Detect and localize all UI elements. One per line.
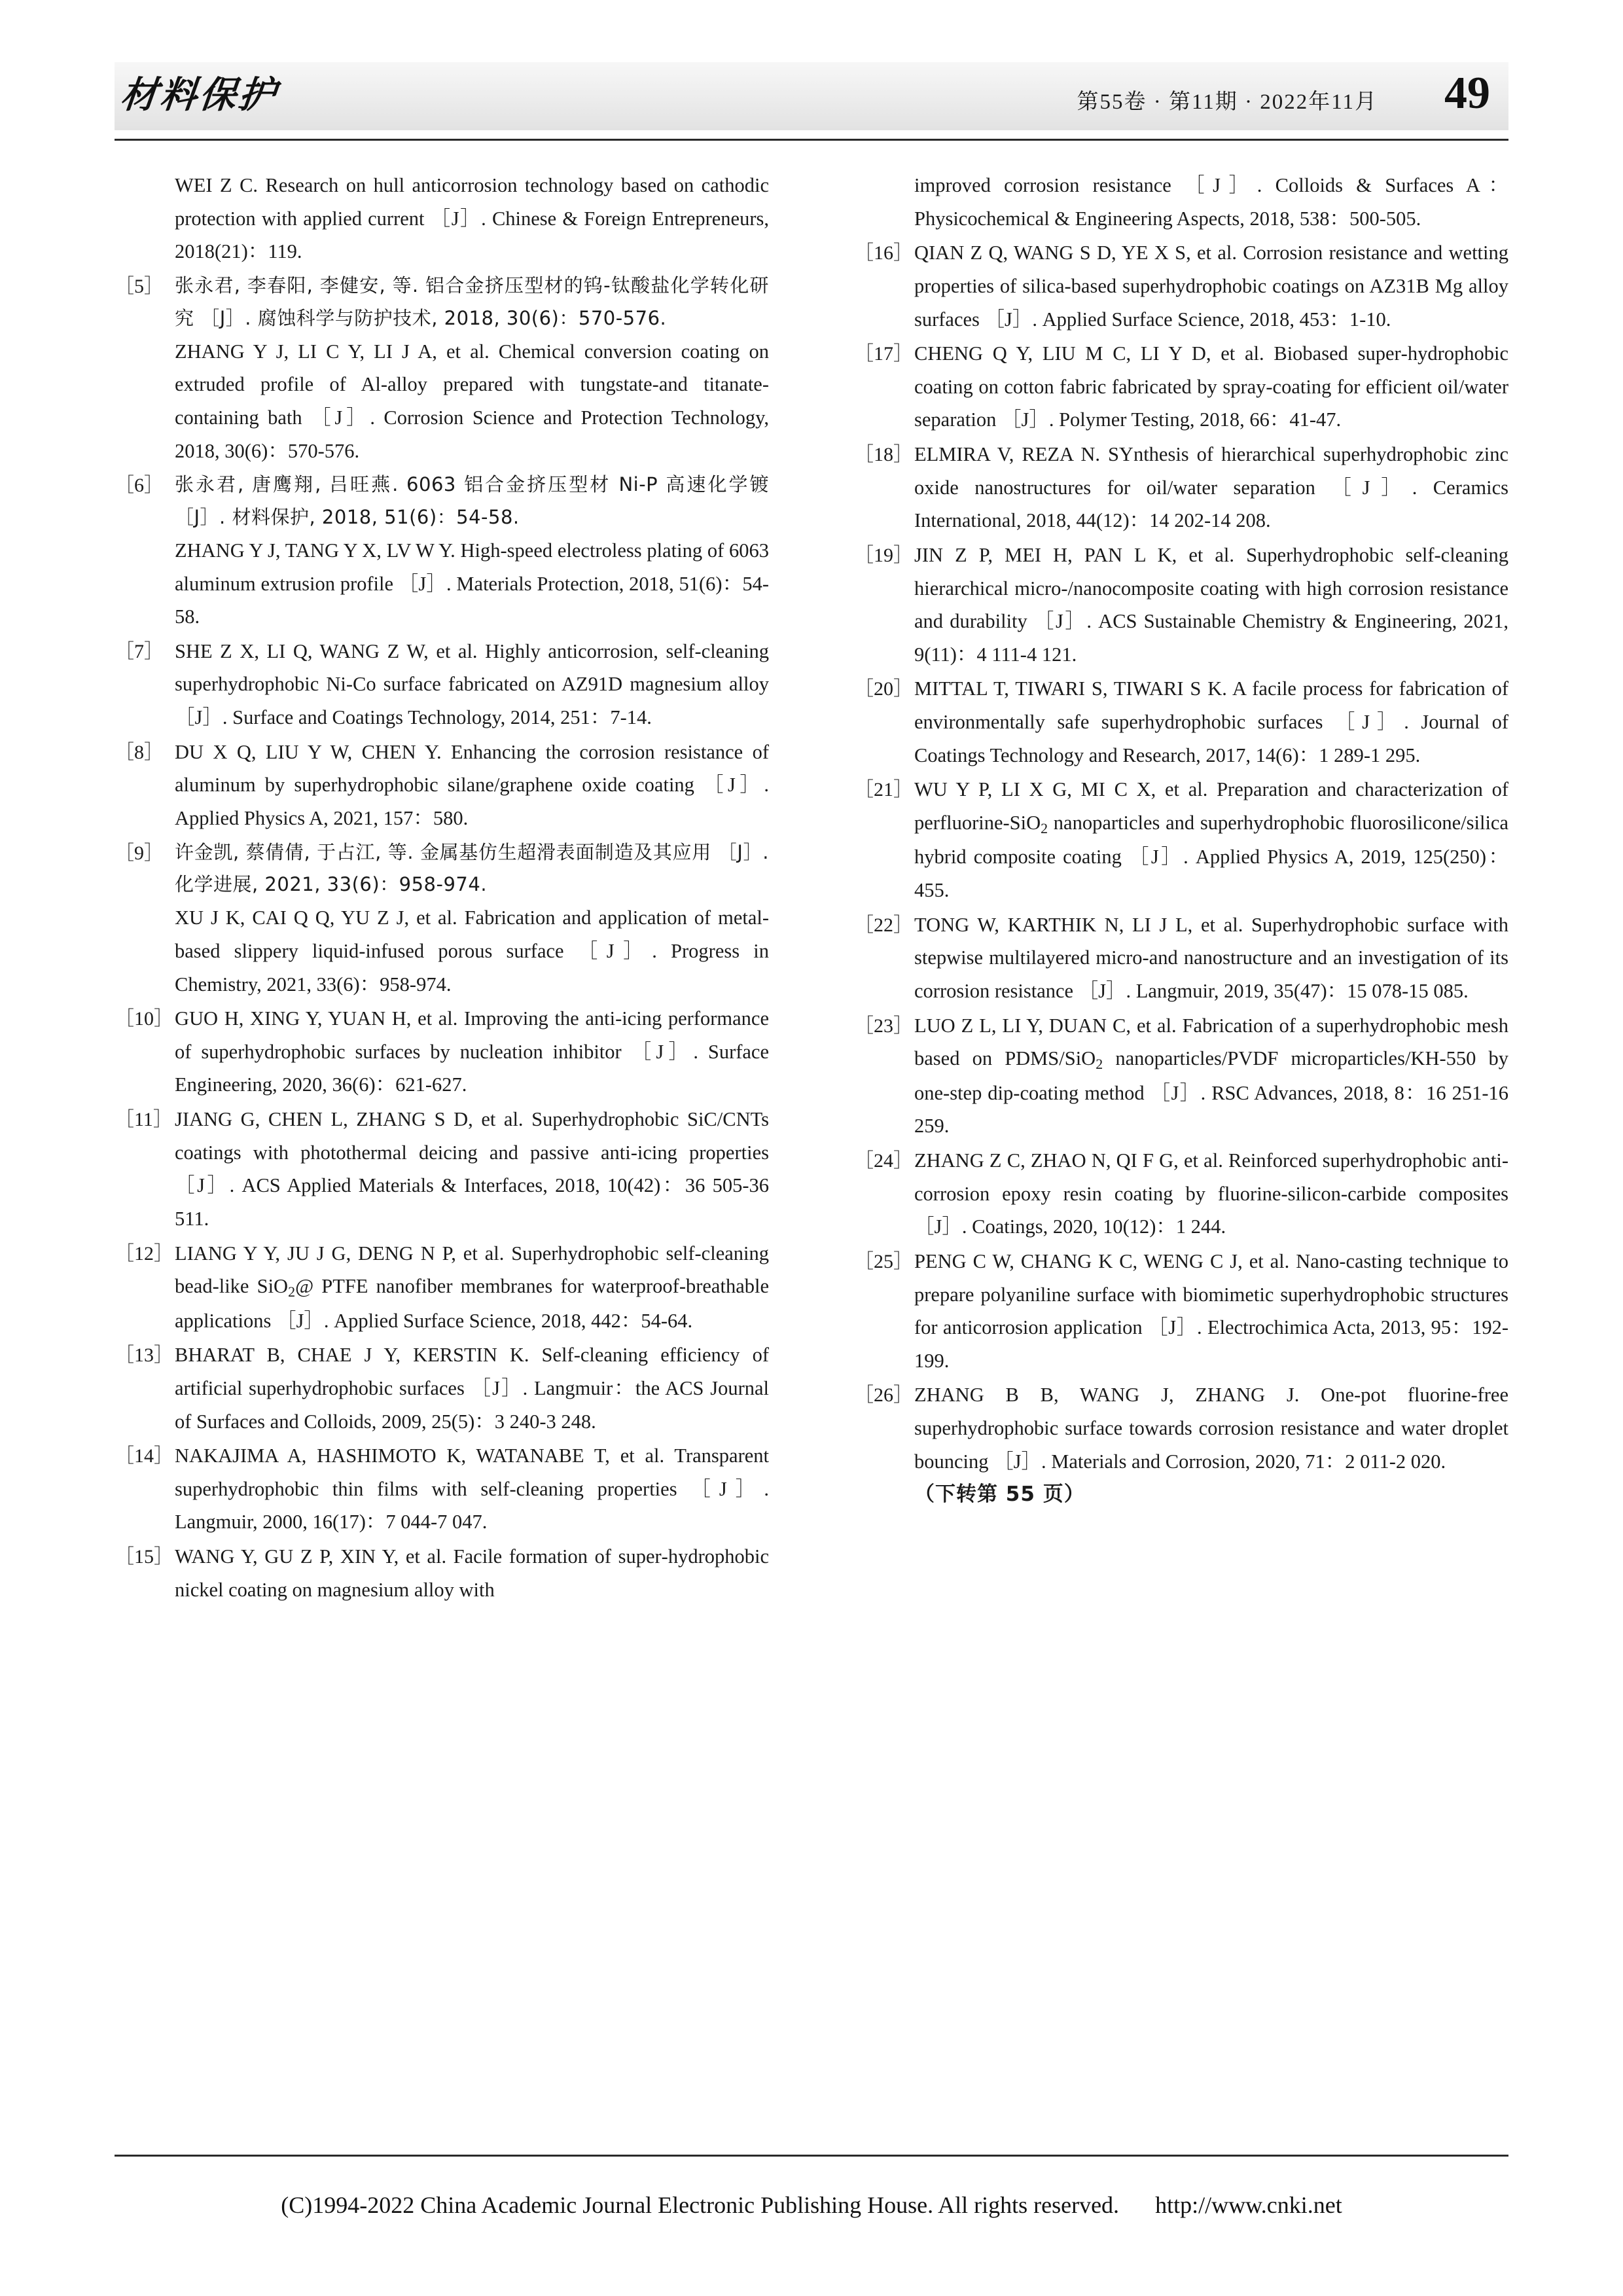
reference-text (914, 236, 1508, 336)
reference-number: ［18］ (854, 444, 913, 465)
reference-text (914, 337, 1508, 437)
reference-item (115, 1338, 769, 1438)
reference-line: PENG C W, CHANG K C, WENG C J, et al. Nano‐casting technique to prepare polyaniline surface with biomimetic superhydrophobic structures for anticorrosion application ［J］. Electrochimica Acta, 2013, 95：192‐199. (914, 1249, 1508, 1372)
reference-text (914, 438, 1508, 537)
reference-number: ［14］ (115, 1445, 173, 1467)
right-column (854, 169, 1508, 1607)
reference-text (914, 773, 1508, 906)
reference-text (175, 736, 769, 835)
reference-text (175, 1540, 769, 1606)
reference-line: TONG W, KARTHIK N, LI J L, et al. Superhydrophobic surface with stepwise multilayered micro‐and nanostructure and an investigation of its corrosion resistance ［J］. Langmuir, 2019, 35(47)：15 078‐15 085. (914, 913, 1508, 1002)
reference-line: ZHANG Y J, LI C Y, LI J A, et al. Chemical conversion coating on extruded profile of Al‐alloy prepared with tungstate‐and titanate‐containing bath ［J］. Corrosion Science and Protection Technology, 2018, 30(6)：570‐576. (175, 340, 769, 462)
reference-number: ［16］ (854, 242, 913, 264)
reference-line: XU J K, CAI Q Q, YU Z J, et al. Fabrication and application of metal‐based slippery liquid‐infused porous surface ［J］. Progress in Chemistry, 2021, 33(6)：958‐974. (175, 906, 769, 996)
reference-number (854, 169, 914, 235)
reference-item (115, 1439, 769, 1539)
reference-number (115, 169, 175, 268)
reference-text (175, 1103, 769, 1236)
reference-item (115, 1103, 769, 1236)
reference-item (115, 169, 769, 268)
reference-item (115, 1002, 769, 1102)
reference-line: ZHANG Z C, ZHAO N, QI F G, et al. Reinforced superhydrophobic anti‐corrosion epoxy resin coating by fluorine‐silicon‐carbide composites ［J］. Coatings, 2020, 10(12)：1 244. (914, 1149, 1508, 1238)
reference-line: WEI Z C. Research on hull anticorrosion technology based on cathodic protection with applied current ［J］. Chinese & Foreign Entrepreneurs, 2018(21)：119. (175, 174, 769, 263)
reference-line: QIAN Z Q, WANG S D, YE X S, et al. Corrosion resistance and wetting properties of silica‐based superhydrophobic coatings on AZ31B Mg alloy surfaces ［J］. Applied Surface Science, 2018, 453：1‐10. (914, 242, 1508, 331)
reference-item (854, 773, 1508, 906)
reference-line: WU Y P, LI X G, MI C X, et al. Preparation and characterization of perfluorine‐SiO$_2$ nanoparticles and superhydrophobic fluorosilicone/silica hybrid composite coating ［J］. Applied Physics A, 2019, 125(250)：455. (914, 778, 1508, 902)
issue-meta: 第55卷 · 第11期 · 2022年11月 (1077, 90, 1378, 114)
continued-note: （下转第 55 页） (914, 1482, 1085, 1507)
reference-line: JIN Z P, MEI H, PAN L K, et al. Superhydrophobic self‐cleaning hierarchical micro‐/nanocomposite coating with high corrosion resistance and durability ［J］. ACS Sustainable Chemistry & Engineering, 2021, 9(11)：4 111‐4 121. (914, 543, 1508, 666)
reference-columns (115, 169, 1508, 1607)
reference-text (914, 1378, 1508, 1511)
footer-rule (115, 2155, 1508, 2157)
reference-number: ［12］ (115, 1242, 173, 1265)
reference-number: ［22］ (854, 914, 913, 936)
reference-item (854, 1009, 1508, 1143)
reference-line: SHE Z X, LI Q, WANG Z W, et al. Highly anticorrosion, self‐cleaning superhydrophobic Ni‐Co surface fabricated on AZ91D magnesium alloy ［J］. Surface and Coatings Technology, 2014, 251：7‐14. (175, 639, 769, 728)
reference-item (115, 1540, 769, 1606)
reference-line-cn: 张永君, 唐鹰翔, 吕旺燕. 6063 铝合金挤压型材 Ni‐P 高速化学镀 ［J］. 材料保护, 2018, 51(6)：54‐58. (175, 473, 769, 528)
copyright-footer (0, 2191, 1623, 2219)
reference-number: ［25］ (854, 1250, 913, 1272)
reference-text (914, 672, 1508, 772)
reference-line: LUO Z L, LI Y, DUAN C, et al. Fabrication of a superhydrophobic mesh based on PDMS/SiO$_2$ nanoparticles/PVDF microparticles/KH‐550 by one‐step dip‐coating method ［J］. RSC Advances, 2018, 8：16 251‐16 259. (914, 1014, 1508, 1138)
page-number: 49 (1444, 68, 1490, 118)
reference-text (175, 270, 769, 467)
reference-item (115, 635, 769, 734)
reference-text (175, 1237, 769, 1338)
reference-line: CHENG Q Y, LIU M C, LI Y D, et al. Biobased super‐hydrophobic coating on cotton fabric fabricated by spray‐coating for efficient oil/water separation ［J］. Polymer Testing, 2018, 66：41‐47. (914, 342, 1508, 431)
reference-text (914, 169, 1508, 235)
header-rule (115, 139, 1508, 141)
copyright-text: (C)1994-2022 China Academic Journal Electronic Publishing House. All rights reserved. (281, 2192, 1120, 2218)
reference-number: ［8］ (115, 741, 164, 763)
reference-line: ZHANG Y J, TANG Y X, LV W Y. High‐speed electroless plating of 6063 aluminum extrusion profile ［J］. Materials Protection, 2018, 51(6)：54‐58. (175, 539, 769, 628)
reference-number: ［11］ (115, 1109, 173, 1130)
reference-line: ZHANG B B, WANG J, ZHANG J. One‐pot fluorine‐free superhydrophobic surface towards corrosion resistance and water droplet bouncing ［J］. Materials and Corrosion, 2020, 71：2 011‐2 020. (914, 1384, 1508, 1473)
reference-item (854, 908, 1508, 1008)
reference-item (115, 836, 769, 1001)
reference-text (175, 1002, 769, 1102)
reference-number: ［17］ (854, 343, 913, 365)
reference-line: DU X Q, LIU Y W, CHEN Y. Enhancing the corrosion resistance of aluminum by superhydrophobic silane/graphene oxide coating ［J］. Applied Physics A, 2021, 157：580. (175, 740, 769, 829)
reference-line: MITTAL T, TIWARI S, TIWARI S K. A facile process for fabrication of environmentally safe superhydrophobic surfaces ［J］. Journal of Coatings Technology and Research, 2017, 14(6)：1 289‐1 295. (914, 677, 1508, 766)
reference-number: ［7］ (115, 640, 164, 662)
reference-text (914, 908, 1508, 1008)
reference-item (854, 1144, 1508, 1244)
reference-number: ［23］ (854, 1014, 913, 1037)
journal-logo: 材料保护 (118, 75, 280, 116)
reference-item (115, 469, 769, 634)
reference-line: NAKAJIMA A, HASHIMOTO K, WATANABE T, et al. Transparent superhydrophobic thin films with self‐cleaning properties ［J］. Langmuir, 2000, 16(17)：7 044‐7 047. (175, 1444, 769, 1534)
left-column (115, 169, 769, 1607)
reference-number: ［26］ (854, 1384, 913, 1407)
reference-line: BHARAT B, CHAE J Y, KERSTIN K. Self‐cleaning efficiency of artificial superhydrophobic surfaces ［J］. Langmuir：the ACS Journal of Surfaces and Colloids, 2009, 25(5)：3 240‐3 248. (175, 1344, 769, 1433)
reference-line: JIANG G, CHEN L, ZHANG S D, et al. Superhydrophobic SiC/CNTs coatings with photothermal deicing and passive anti‐icing properties ［J］. ACS Applied Materials & Interfaces, 2018, 10(42)：36 505‐36 511. (175, 1108, 769, 1230)
reference-text (175, 635, 769, 734)
reference-number: ［21］ (854, 779, 913, 801)
reference-line-cn: 许金凯, 蔡倩倩, 于占江, 等. 金属基仿生超滑表面制造及其应用 ［J］. 化学进展, 2021, 33(6)：958‐974. (175, 840, 769, 896)
reference-text (914, 539, 1508, 672)
reference-item (854, 1378, 1508, 1511)
reference-number: ［15］ (115, 1546, 173, 1568)
reference-number: ［5］ (115, 275, 164, 297)
reference-number: ［10］ (115, 1008, 173, 1030)
reference-item (854, 236, 1508, 336)
reference-item (854, 539, 1508, 672)
reference-item (115, 1237, 769, 1338)
reference-item (854, 337, 1508, 437)
reference-item (854, 438, 1508, 537)
reference-line: ELMIRA V, REZA N. SYnthesis of hierarchical superhydrophobic zinc oxide nanostructures for oil/water separation ［J］. Ceramics International, 2018, 44(12)：14 202‐14 208. (914, 443, 1508, 532)
reference-line: WANG Y, GU Z P, XIN Y, et al. Facile formation of super‐hydrophobic nickel coating on magnesium alloy with (175, 1545, 769, 1601)
reference-line: LIANG Y Y, JU J G, DENG N P, et al. Superhydrophobic self‐cleaning bead‐like SiO$_2$@ PTFE nanofiber membranes for waterproof‐breathable applications ［J］. Applied Surface Science, 2018, 442：54‐64. (175, 1242, 769, 1332)
reference-item (115, 736, 769, 835)
reference-text (175, 836, 769, 1001)
reference-line-cn: 张永君, 李春阳, 李健安, 等. 铝合金挤压型材的钨‐钛酸盐化学转化研究 ［J］. 腐蚀科学与防护技术, 2018, 30(6)：570‐576. (175, 274, 769, 329)
reference-item (854, 1245, 1508, 1378)
reference-number: ［20］ (854, 678, 913, 700)
cnki-url: http://www.cnki.net (1155, 2192, 1342, 2218)
reference-text (175, 1439, 769, 1539)
reference-item (854, 169, 1508, 235)
reference-text (175, 169, 769, 268)
reference-line: GUO H, XING Y, YUAN H, et al. Improving the anti‐icing performance of superhydrophobic surfaces by nucleation inhibitor ［J］. Surface Engineering, 2020, 36(6)：621‐627. (175, 1007, 769, 1096)
reference-text (175, 469, 769, 634)
reference-number: ［24］ (854, 1150, 913, 1172)
reference-number: ［13］ (115, 1344, 173, 1367)
reference-number: ［9］ (115, 842, 164, 864)
reference-item (115, 270, 769, 467)
reference-text (914, 1245, 1508, 1378)
reference-item (854, 672, 1508, 772)
reference-text (914, 1144, 1508, 1244)
reference-number: ［19］ (854, 544, 913, 566)
reference-line: improved corrosion resistance ［J］. Colloids & Surfaces A：Physicochemical & Engineering Aspects, 2018, 538：500‐505. (914, 174, 1508, 230)
reference-number: ［6］ (115, 475, 164, 497)
reference-text (175, 1338, 769, 1438)
reference-text (914, 1009, 1508, 1143)
page-header (115, 62, 1508, 134)
